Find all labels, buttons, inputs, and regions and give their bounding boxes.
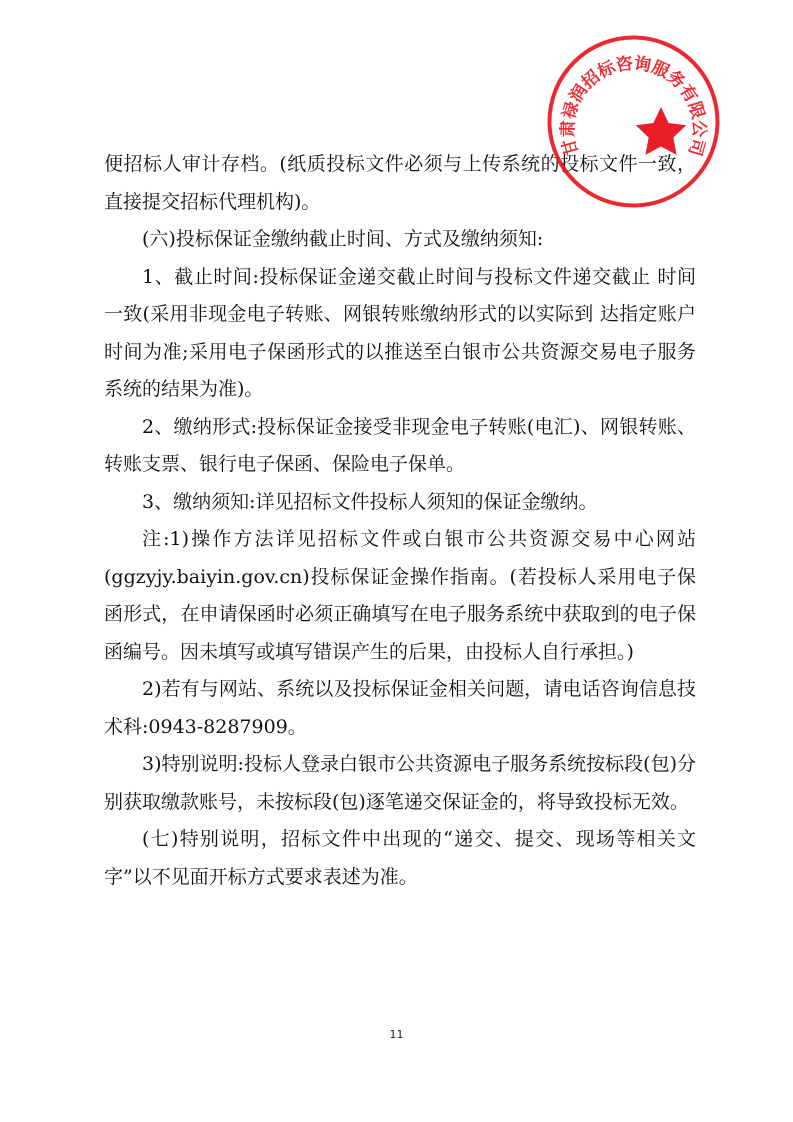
company-seal — [546, 34, 721, 209]
paragraph-4: 2、缴纳形式:投标保证金接受非现金电子转账(电汇)、网银转账、转账支票、银行电子保函、保险电子保单。 — [104, 415, 696, 475]
star-icon — [636, 107, 686, 155]
paragraph-1: 便招标人审计存档。(纸质投标文件必须与上传系统的投标文件一致，直接提交招标代理机构)。 — [104, 153, 696, 213]
paragraph-9: (七)特别说明，招标文件中出现的“递交、提交、现场等相关文字”以不见面开标方式要求表述为准。 — [104, 828, 696, 888]
paragraph-5: 3、缴纳须知:详见招标文件投标人须知的保证金缴纳。 — [142, 490, 598, 513]
paragraph-7: 2)若有与网站、系统以及投标保证金相关问题，请电话咨询信息技术科:0943-8287909。 — [104, 678, 696, 738]
paragraph-3: 1、截止时间:投标保证金递交截止时间与投标文件递交截止 时间一致(采用非现金电子转账、网银转账缴纳形式的以实际到 达指定账户时间为准;采用电子保函形式的以推送至白银市公共资源交易电子服务系统的结果为准)。 — [104, 265, 696, 400]
page-number: 11 — [389, 1028, 404, 1041]
seal-text: 甘肃禄润招标咨询服务有限公司 — [558, 53, 709, 158]
paragraph-8: 3)特别说明:投标人登录白银市公共资源电子服务系统按标段(包)分别获取缴款账号，未按标段(包)逐笔递交保证金的，将导致投标无效。 — [104, 753, 696, 813]
paragraph-6: 注:1)操作方法详见招标文件或白银市公共资源交易中心网站(ggzyjy.baiyin.gov.cn)投标保证金操作指南。(若投标人采用电子保函形式，在申请保函时必须正确填写在电子服务系统中获取到的电子保函编号。因未填写或填写错误产生的后果，由投标人自行承担。) — [104, 528, 696, 663]
paragraph-2: (六)投标保证金缴纳截止时间、方式及缴纳须知: — [142, 228, 544, 250]
body-text — [104, 146, 696, 896]
